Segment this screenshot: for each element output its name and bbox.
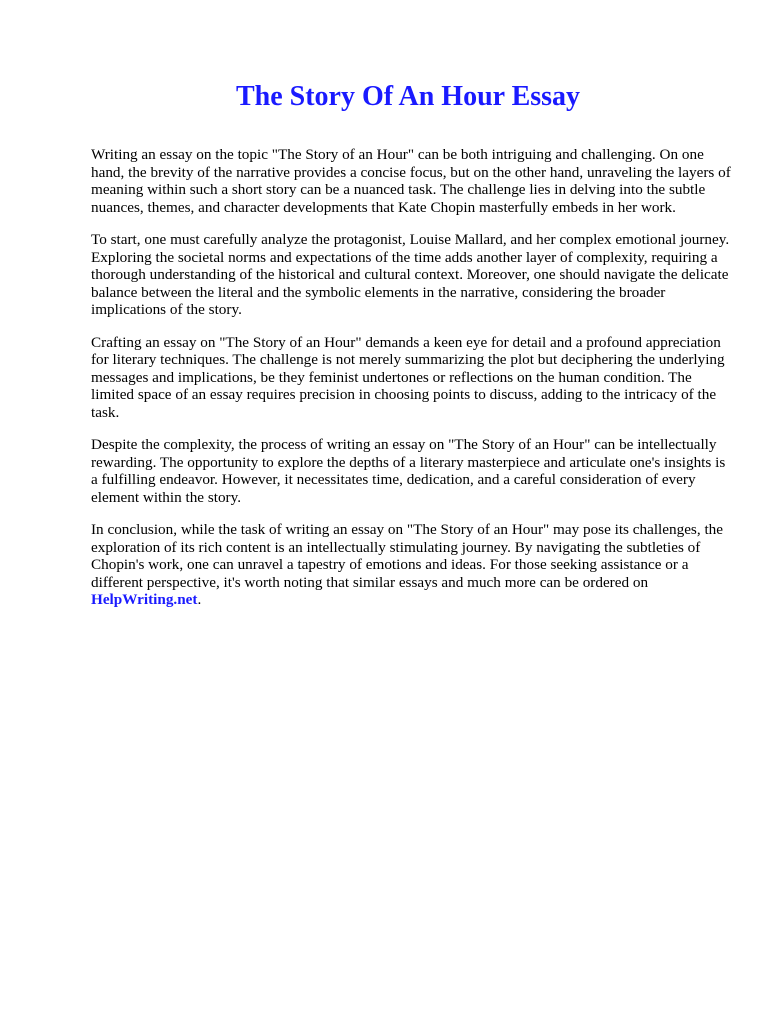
paragraph-conclusion: [91, 521, 731, 609]
essay-body: [91, 146, 731, 624]
paragraph-crafting: Crafting an essay on "The Story of an Hour" demands a keen eye for detail and a profound appreciation for literary techniques. The challenge is not merely summarizing the plot but deciphering the underlying messages and implications, be they feminist undertones or reflections on the human condition. The limited space of an essay requires precision in choosing points to discuss, adding to the intricacy of the task.: [91, 333, 725, 421]
paragraph-protagonist: To start, one must carefully analyze the protagonist, Louise Mallard, and her complex emotional journey. Exploring the societal norms and expectations of the time adds another layer of complexity, requiring a thorough understanding of the historical and cultural context. Moreover, one should navigate the delicate balance between the literal and the symbolic elements in the narrative, considering the broader implications of the story.: [91, 231, 730, 318]
conclusion-text: In conclusion, while the task of writing an essay on "The Story of an Hour" may pose its challenges, the exploration of its rich content is an intellectually stimulating journey. By navigating the subtleties of Chopin's work, one can unravel a tapestry of emotions and ideas. For those seeking assistance or a different perspective, it's worth noting that similar essays and much more can be ordered on: [91, 521, 723, 591]
paragraph-intro: Writing an essay on the topic "The Story of an Hour" can be both intriguing and challenging. On one hand, the brevity of the narrative provides a concise focus, but on the other hand, unraveling the layers of meaning within such a short story can be a nuanced task. The challenge lies in delving into the subtle nuances, themes, and character developments that Kate Chopin masterfully embeds in her work.: [91, 146, 731, 216]
paragraph-rewarding: Despite the complexity, the process of writing an essay on "The Story of an Hour" can be intellectually rewarding. The opportunity to explore the depths of a literary masterpiece and articulate one's insights is a fulfilling endeavor. However, it necessitates time, dedication, and a careful consideration of every element within the story.: [91, 436, 726, 506]
page-title: The Story Of An Hour Essay: [235, 81, 581, 112]
helpwriting-link[interactable]: HelpWriting.net: [91, 591, 198, 608]
conclusion-period: .: [197, 591, 202, 608]
